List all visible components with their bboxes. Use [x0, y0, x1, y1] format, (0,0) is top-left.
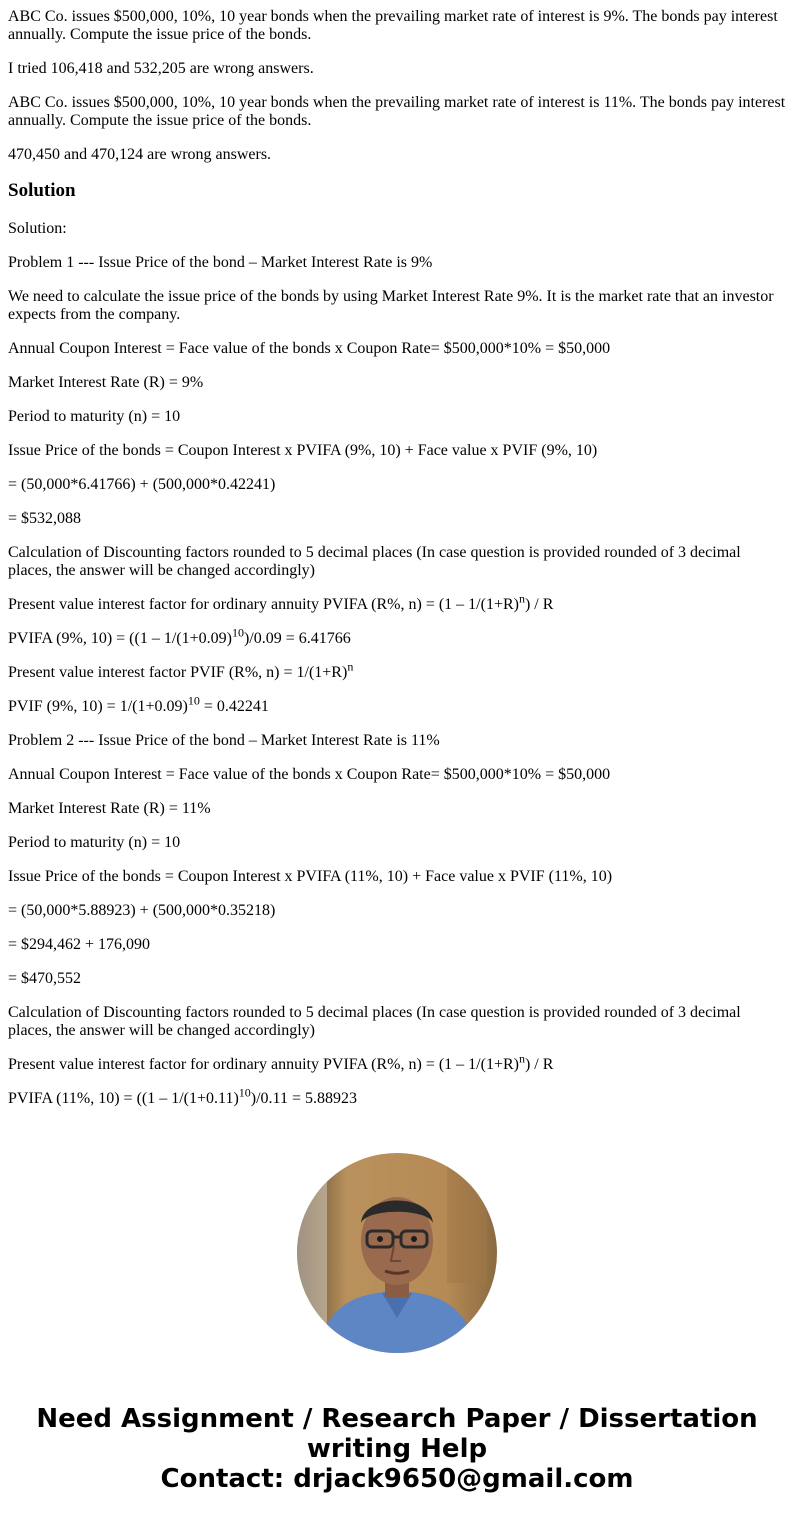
- pvifa-calc-text: PVIFA (9%, 10) = ((1 – 1/(1+0.09): [8, 630, 232, 647]
- problem2-title: Problem 2 --- Issue Price of the bond – Market Interest Rate is 11%: [8, 732, 440, 749]
- footer-line-1: Need Assignment / Research Paper / Dissertation: [36, 1404, 758, 1434]
- problem1-calc: = (50,000*6.41766) + (500,000*0.42241): [8, 476, 276, 493]
- pvifa-calc-text-2: PVIFA (11%, 10) = ((1 – 1/(1+0.11): [8, 1090, 239, 1107]
- problem1-pvifa-definition: [8, 591, 788, 614]
- pvifa-def-exponent-2: n: [518, 1051, 525, 1066]
- pvif-calc-text: PVIF (9%, 10) = 1/(1+0.09): [8, 698, 188, 715]
- question-paragraph-3: ABC Co. issues $500,000, 10%, 10 year bonds when the prevailing market rate of interest is 11%. The bonds pay interest annually. Compute the issue price of the bonds.: [8, 94, 786, 129]
- problem1-title: Problem 1 --- Issue Price of the bond – Market Interest Rate is 9%: [8, 254, 433, 271]
- pvif-calc-tail: = 0.42241: [199, 698, 269, 715]
- avatar-portrait-image: [297, 1153, 497, 1353]
- problem1-rate: Market Interest Rate (R) = 9%: [8, 374, 204, 391]
- pvif-def-text: Present value interest factor PVIF (R%, n) = 1/(1+R): [8, 664, 348, 681]
- footer-contact: [0, 1404, 794, 1494]
- pvifa-def-tail: ) / R: [524, 596, 554, 613]
- problem2-factors-note: Calculation of Discounting factors rounded to 5 decimal places (In case question is provided rounded of 3 decimal places, the answer will be changed accordingly): [8, 1004, 741, 1039]
- problem2-pvifa-definition: [8, 1051, 788, 1074]
- problem2-formula: Issue Price of the bonds = Coupon Interest x PVIFA (11%, 10) + Face value x PVIF (11%, 10): [8, 868, 613, 885]
- problem1-intro: We need to calculate the issue price of the bonds by using Market Interest Rate 9%. It is the market rate that an investor expects from the company.: [8, 288, 774, 323]
- avatar: [297, 1153, 497, 1353]
- pvif-def-exponent: n: [347, 659, 354, 674]
- pvif-calc-exponent: 10: [187, 693, 200, 708]
- problem1-pvif-calc: [8, 693, 788, 716]
- problem1-factors-note: Calculation of Discounting factors rounded to 5 decimal places (In case question is provided rounded of 3 decimal places, the answer will be changed accordingly): [8, 544, 741, 579]
- question-paragraph-4: 470,450 and 470,124 are wrong answers.: [8, 146, 272, 163]
- problem2-coupon: Annual Coupon Interest = Face value of the bonds x Coupon Rate= $500,000*10% = $50,000: [8, 766, 611, 783]
- problem1-formula: Issue Price of the bonds = Coupon Interest x PVIFA (9%, 10) + Face value x PVIF (9%, 10): [8, 442, 598, 459]
- question-paragraph-2: I tried 106,418 and 532,205 are wrong answers.: [8, 60, 314, 77]
- pvifa-def-text-2: Present value interest factor for ordinary annuity PVIFA (R%, n) = (1 – 1/(1+R): [8, 1056, 519, 1073]
- question-paragraph-1: ABC Co. issues $500,000, 10%, 10 year bonds when the prevailing market rate of interest is 9%. The bonds pay interest annually. Compute the issue price of the bonds.: [8, 8, 778, 43]
- problem1-period: Period to maturity (n) = 10: [8, 408, 181, 425]
- pvifa-calc-exponent: 10: [231, 625, 244, 640]
- pvifa-def-tail-2: ) / R: [524, 1056, 554, 1073]
- pvifa-calc-tail-2: )/0.11 = 5.88923: [250, 1090, 357, 1107]
- problem2-calc: = (50,000*5.88923) + (500,000*0.35218): [8, 902, 276, 919]
- problem1-pvif-definition: [8, 659, 788, 682]
- problem2-period: Period to maturity (n) = 10: [8, 834, 181, 851]
- pvifa-calc-exponent-2: 10: [238, 1085, 251, 1100]
- problem2-rate: Market Interest Rate (R) = 11%: [8, 800, 211, 817]
- problem2-calc2: = $294,462 + 176,090: [8, 936, 151, 953]
- footer-line-2: writing Help: [306, 1434, 488, 1464]
- problem2-result: = $470,552: [8, 970, 82, 987]
- footer-line-3: Contact: drjack9650@gmail.com: [160, 1464, 634, 1494]
- problem2-pvifa-calc: [8, 1085, 788, 1108]
- problem1-pvifa-calc: [8, 625, 788, 648]
- problem1-result: = $532,088: [8, 510, 82, 527]
- solution-heading: Solution: [8, 180, 76, 201]
- pvifa-def-text: Present value interest factor for ordinary annuity PVIFA (R%, n) = (1 – 1/(1+R): [8, 596, 519, 613]
- pvifa-calc-tail: )/0.09 = 6.41766: [243, 630, 351, 647]
- pvifa-def-exponent: n: [518, 591, 525, 606]
- solution-label: Solution:: [8, 220, 67, 237]
- document-body: [8, 0, 788, 1123]
- problem1-coupon: Annual Coupon Interest = Face value of the bonds x Coupon Rate= $500,000*10% = $50,000: [8, 340, 611, 357]
